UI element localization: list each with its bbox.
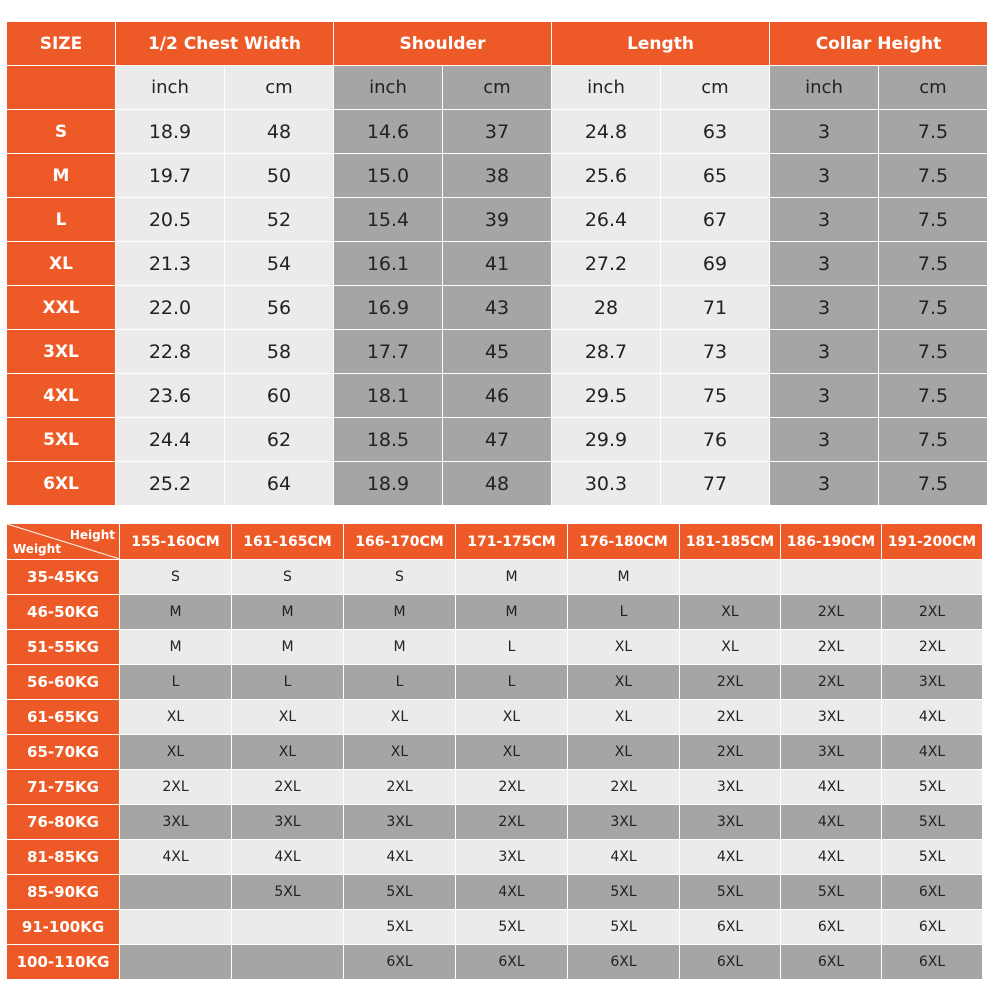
recommended-size-cell [882,560,983,595]
recommended-size-cell: L [456,630,568,665]
measurement-cell: 48 [225,110,334,154]
unit-header-row [7,66,988,110]
recommended-size-cell: 4XL [781,770,882,805]
recommended-size-cell: 2XL [781,665,882,700]
recommended-size-cell: 3XL [781,700,882,735]
recommended-size-cell: 3XL [456,840,568,875]
measurement-cell: 43 [443,286,552,330]
measurement-cell: 7.5 [879,242,988,286]
weight-row [7,875,983,910]
fit-table-body [7,524,983,980]
recommended-size-cell: L [120,665,232,700]
measurement-cell: 46 [443,374,552,418]
measurement-cell: 26.4 [552,198,661,242]
measurement-cell: 41 [443,242,552,286]
recommended-size-cell: L [568,595,680,630]
recommended-size-cell: 2XL [781,595,882,630]
measurement-cell: 56 [225,286,334,330]
recommended-size-cell: 2XL [568,770,680,805]
measurement-cell: 21.3 [116,242,225,286]
recommended-size-cell: 5XL [568,910,680,945]
recommended-size-cell: 2XL [120,770,232,805]
recommended-size-cell [120,910,232,945]
recommended-size-cell: 3XL [344,805,456,840]
weight-row [7,945,983,980]
measurement-cell: 45 [443,330,552,374]
weight-row [7,700,983,735]
size-row [7,154,988,198]
measurement-cell: 64 [225,462,334,506]
recommended-size-cell: 2XL [232,770,344,805]
measurement-cell: 3 [770,110,879,154]
recommended-size-cell: XL [232,735,344,770]
measurement-cell: 25.6 [552,154,661,198]
recommended-size-cell: XL [120,735,232,770]
recommended-size-cell: 5XL [456,910,568,945]
measurement-cell: 76 [661,418,770,462]
measurement-cell: 18.9 [116,110,225,154]
recommended-size-cell [232,945,344,980]
height-range-header: 181-185CM [680,524,781,560]
recommended-size-cell [232,910,344,945]
size-row [7,418,988,462]
recommended-size-cell [680,560,781,595]
recommended-size-cell: 4XL [781,840,882,875]
weight-row [7,735,983,770]
size-row [7,198,988,242]
size-row [7,462,988,506]
measurement-cell: 17.7 [334,330,443,374]
size-label-cell: 3XL [7,330,116,374]
recommended-size-cell: S [120,560,232,595]
measurement-cell: 39 [443,198,552,242]
unit-header: inch [770,66,879,110]
recommended-size-cell: M [232,595,344,630]
collar-height-header: Collar Height [770,22,988,66]
recommended-size-cell: M [344,630,456,665]
measurement-cell: 28.7 [552,330,661,374]
measurement-cell: 7.5 [879,418,988,462]
unit-header: cm [661,66,770,110]
measurement-cell: 18.9 [334,462,443,506]
unit-header-blank [7,66,116,110]
weight-range-cell: 81-85KG [7,840,120,875]
size-label-cell: M [7,154,116,198]
measurement-cell: 14.6 [334,110,443,154]
recommended-size-cell: L [344,665,456,700]
recommended-size-cell: L [456,665,568,700]
weight-row [7,805,983,840]
weight-row [7,665,983,700]
measurement-cell: 67 [661,198,770,242]
weight-row [7,770,983,805]
measurement-cell: 7.5 [879,330,988,374]
recommended-size-cell: 6XL [781,910,882,945]
size-table-body [7,22,988,506]
recommended-size-cell: M [456,595,568,630]
recommended-size-cell: 4XL [680,840,781,875]
weight-range-cell: 35-45KG [7,560,120,595]
recommended-size-cell: 6XL [781,945,882,980]
measurement-cell: 16.1 [334,242,443,286]
measurement-cell: 54 [225,242,334,286]
measurement-cell: 65 [661,154,770,198]
size-label-cell: L [7,198,116,242]
recommended-size-cell: 5XL [344,875,456,910]
measurement-cell: 37 [443,110,552,154]
recommended-size-cell: 6XL [680,945,781,980]
recommended-size-cell: 5XL [882,840,983,875]
recommended-size-cell: 4XL [120,840,232,875]
recommended-size-cell: S [232,560,344,595]
measurement-cell: 22.8 [116,330,225,374]
height-range-header: 186-190CM [781,524,882,560]
measurement-cell: 52 [225,198,334,242]
measurement-cell: 20.5 [116,198,225,242]
measurement-cell: 23.6 [116,374,225,418]
recommended-size-cell: 3XL [781,735,882,770]
recommended-size-cell: XL [456,700,568,735]
measurement-cell: 3 [770,462,879,506]
measurement-cell: 3 [770,198,879,242]
size-row [7,110,988,154]
measurement-cell: 3 [770,418,879,462]
recommended-size-cell: 6XL [680,910,781,945]
measurement-cell: 18.5 [334,418,443,462]
size-measurement-table [6,21,988,506]
recommended-size-cell: 3XL [680,805,781,840]
recommended-size-cell: 3XL [232,805,344,840]
measurement-cell: 25.2 [116,462,225,506]
recommended-size-cell: XL [680,595,781,630]
recommended-size-cell: 3XL [680,770,781,805]
height-weight-fit-table [6,523,983,980]
weight-row [7,910,983,945]
recommended-size-cell: XL [120,700,232,735]
weight-range-cell: 56-60KG [7,665,120,700]
recommended-size-cell: 2XL [680,700,781,735]
size-label-cell: XL [7,242,116,286]
recommended-size-cell: 4XL [781,805,882,840]
measurement-cell: 16.9 [334,286,443,330]
recommended-size-cell: M [120,595,232,630]
weight-row [7,840,983,875]
weight-range-cell: 51-55KG [7,630,120,665]
height-range-header: 191-200CM [882,524,983,560]
recommended-size-cell: 2XL [882,595,983,630]
recommended-size-cell: XL [456,735,568,770]
recommended-size-cell [120,875,232,910]
measurement-cell: 7.5 [879,154,988,198]
size-row [7,242,988,286]
weight-axis-label: Weight [13,542,61,556]
recommended-size-cell: 5XL [568,875,680,910]
recommended-size-cell: 5XL [781,875,882,910]
recommended-size-cell: L [232,665,344,700]
recommended-size-cell: 2XL [680,735,781,770]
height-range-header: 176-180CM [568,524,680,560]
recommended-size-cell: 4XL [344,840,456,875]
length-header: Length [552,22,770,66]
measurement-cell: 3 [770,330,879,374]
size-label-cell: 6XL [7,462,116,506]
recommended-size-cell: XL [344,700,456,735]
recommended-size-cell: 5XL [882,805,983,840]
size-row [7,330,988,374]
recommended-size-cell: 4XL [232,840,344,875]
recommended-size-cell: XL [568,735,680,770]
measurement-cell: 7.5 [879,462,988,506]
recommended-size-cell: XL [568,700,680,735]
recommended-size-cell: 5XL [882,770,983,805]
size-row [7,374,988,418]
measurement-cell: 63 [661,110,770,154]
recommended-size-cell: XL [680,630,781,665]
recommended-size-cell: 2XL [781,630,882,665]
recommended-size-cell: 4XL [568,840,680,875]
recommended-size-cell: 2XL [344,770,456,805]
recommended-size-cell: 6XL [456,945,568,980]
recommended-size-cell: M [568,560,680,595]
measurement-cell: 15.0 [334,154,443,198]
chest-width-header: 1/2 Chest Width [116,22,334,66]
recommended-size-cell: 5XL [232,875,344,910]
recommended-size-cell: 3XL [882,665,983,700]
measurement-cell: 7.5 [879,374,988,418]
measurement-cell: 75 [661,374,770,418]
recommended-size-cell: 4XL [882,735,983,770]
measurement-cell: 69 [661,242,770,286]
height-range-header: 161-165CM [232,524,344,560]
weight-range-cell: 46-50KG [7,595,120,630]
size-label-cell: S [7,110,116,154]
size-table-header-row [7,22,988,66]
measurement-cell: 62 [225,418,334,462]
measurement-cell: 3 [770,242,879,286]
unit-header: inch [334,66,443,110]
recommended-size-cell: XL [568,630,680,665]
recommended-size-cell: 2XL [882,630,983,665]
recommended-size-cell: 5XL [344,910,456,945]
unit-header: cm [879,66,988,110]
height-range-header: 155-160CM [120,524,232,560]
measurement-cell: 60 [225,374,334,418]
weight-range-cell: 85-90KG [7,875,120,910]
measurement-cell: 28 [552,286,661,330]
height-range-header: 166-170CM [344,524,456,560]
measurement-cell: 50 [225,154,334,198]
measurement-cell: 24.4 [116,418,225,462]
recommended-size-cell: M [120,630,232,665]
recommended-size-cell: 3XL [568,805,680,840]
measurement-cell: 77 [661,462,770,506]
recommended-size-cell [120,945,232,980]
measurement-cell: 27.2 [552,242,661,286]
measurement-cell: 71 [661,286,770,330]
measurement-cell: 7.5 [879,198,988,242]
size-label-cell: 5XL [7,418,116,462]
measurement-cell: 3 [770,286,879,330]
measurement-cell: 29.5 [552,374,661,418]
measurement-cell: 7.5 [879,110,988,154]
size-label-cell: XXL [7,286,116,330]
measurement-cell: 18.1 [334,374,443,418]
measurement-cell: 29.9 [552,418,661,462]
measurement-cell: 73 [661,330,770,374]
measurement-cell: 3 [770,154,879,198]
recommended-size-cell: 6XL [344,945,456,980]
recommended-size-cell: M [344,595,456,630]
weight-row [7,630,983,665]
weight-range-cell: 65-70KG [7,735,120,770]
recommended-size-cell: 6XL [882,910,983,945]
recommended-size-cell: 4XL [456,875,568,910]
weight-row [7,595,983,630]
recommended-size-cell: 3XL [120,805,232,840]
recommended-size-cell: XL [344,735,456,770]
unit-header: cm [225,66,334,110]
shoulder-header: Shoulder [334,22,552,66]
recommended-size-cell: 5XL [680,875,781,910]
measurement-cell: 48 [443,462,552,506]
measurement-cell: 24.8 [552,110,661,154]
fit-table-header-row [7,524,983,560]
height-axis-label: Height [69,528,115,542]
recommended-size-cell [781,560,882,595]
measurement-cell: 19.7 [116,154,225,198]
recommended-size-cell: XL [568,665,680,700]
unit-header: inch [116,66,225,110]
recommended-size-cell: 4XL [882,700,983,735]
measurement-cell: 3 [770,374,879,418]
measurement-cell: 38 [443,154,552,198]
weight-row [7,560,983,595]
unit-header: cm [443,66,552,110]
recommended-size-cell: M [232,630,344,665]
weight-range-cell: 61-65KG [7,700,120,735]
height-weight-corner-cell [7,524,120,560]
recommended-size-cell: XL [232,700,344,735]
measurement-cell: 7.5 [879,286,988,330]
measurement-cell: 30.3 [552,462,661,506]
measurement-cell: 58 [225,330,334,374]
weight-range-cell: 100-110KG [7,945,120,980]
size-label-cell: 4XL [7,374,116,418]
recommended-size-cell: 6XL [568,945,680,980]
recommended-size-cell: 6XL [882,945,983,980]
weight-range-cell: 76-80KG [7,805,120,840]
height-range-header: 171-175CM [456,524,568,560]
measurement-cell: 47 [443,418,552,462]
weight-range-cell: 71-75KG [7,770,120,805]
recommended-size-cell: 2XL [456,805,568,840]
size-row [7,286,988,330]
measurement-cell: 22.0 [116,286,225,330]
measurement-cell: 15.4 [334,198,443,242]
weight-range-cell: 91-100KG [7,910,120,945]
unit-header: inch [552,66,661,110]
recommended-size-cell: 2XL [680,665,781,700]
recommended-size-cell: 6XL [882,875,983,910]
recommended-size-cell: S [344,560,456,595]
size-column-header: SIZE [7,22,116,66]
recommended-size-cell: 2XL [456,770,568,805]
recommended-size-cell: M [456,560,568,595]
